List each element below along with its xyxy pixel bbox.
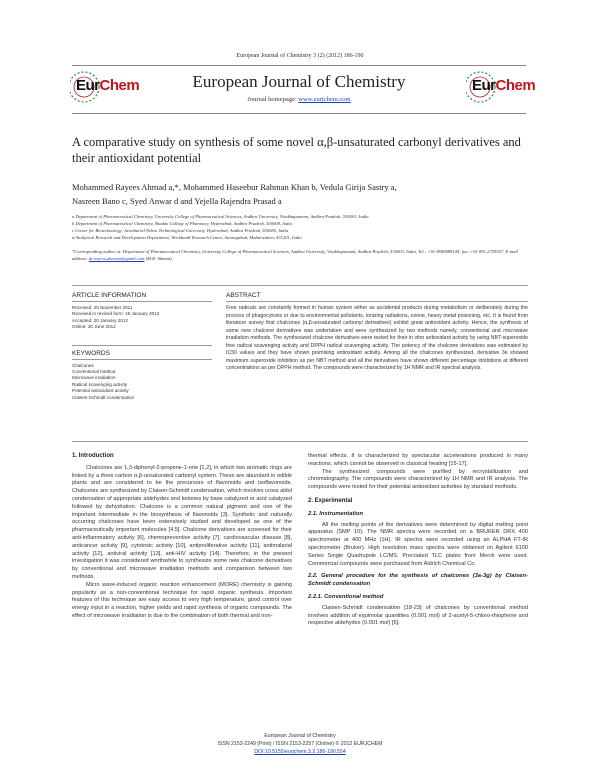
abstract <box>226 292 528 373</box>
paragraph: Claisen-Schmidt condensation [18-23] of chalcones by conventional method involves addition of equimolar quantities (0.001 mol) of 2-acetyl-5-chloro-thiophene and respective aldehydes (0.001 mol) [5]. <box>308 604 528 627</box>
authors-line: Nasreen Bano c, Syed Anwar d and Yejella Rajendra Prasad a <box>72 196 282 206</box>
corresponding-author-note: *Corresponding author at: Department of Pharmaceutical Chemistry, University College of Pharmaceutical Sciences, Andhra University, Visakhapatnam, Andhra Pradesh, 530003, India. Tel.: +91.9849489144; fax: +91.891.2755547. E-mail address: dr.rayees.pharma@gmail.com (M.R. Ahmad). <box>72 249 518 261</box>
footer-issn: ISSN 2153-2249 (Print) / ISSN 2153-2257 (Online) © 2012 EURJCHEM <box>217 740 383 747</box>
keyword: Chalcones <box>72 362 94 368</box>
subsection-heading: 2.2. General procedure for the synthesis of chalcones (3a-3g) by Claisen-Schmidt condensation <box>308 573 528 588</box>
keywords-list <box>72 363 212 401</box>
divider <box>226 301 528 302</box>
divider <box>72 345 212 346</box>
keyword: Potential antioxidant activity <box>72 388 129 394</box>
journal-title: European Journal of Chemistry <box>192 72 406 91</box>
paragraph: Chalcones are 1,3-diphenyl-2-propene-1-one [1,2], in which two aromatic rings are linked by a three carbon α,β-unsaturated carbonyl system. These are abundant in edible plants and are considered to be the precursors of flavonoids and isoflavonoids. Chalcones are synthesized by Claisen-Schmidt condensation, which involves cross aldol condensation of appropriate aldehydes and ketones by base catalyzed or acid catalyzed followed by dehydration. Chalcone is a common natural pigment and one of the important intermediate in the biosynthesis of flavonoids [3]. Synthetic and naturally occurring chalcones have been extensively studied and developed as one of the pharmaceutically important molecules [4,5]. Chalcone derivatives are screened for their anti-inflammatory activity [6], chemopreventive activity [7], cardiovascular disease [8], anticancer activity [9], cytotoxic activity [10], antiproliferative activity [11], antimalarial activity [12], antiviral activity [13], anti-HIV activity [14]. Therefore, in the present investigation it was considered worthwhile to synthesize some new chalcone derivatives by conventional and microwave irradiation methods and comparison between two methods. <box>72 464 292 580</box>
eurjchem-logo-right: EurChem <box>466 68 528 106</box>
footer-journal: European Journal of Chemistry <box>264 733 336 739</box>
keyword: Radical scavenging activity <box>72 381 128 387</box>
history-entry: Accepted: 20 January 2012 <box>72 317 128 323</box>
running-head: European Journal of Chemistry 3 (2) (2012) 186-190 <box>236 53 364 59</box>
abstract-heading: ABSTRACT <box>226 292 261 299</box>
section-heading: 2. Experimental <box>308 497 353 504</box>
affiliations <box>72 213 532 241</box>
affiliation: b Department of Pharmaceutical Chemistry, Shadan College of Pharmacy, Hyderabad, Andhra Pradesh, 500008, India <box>72 221 292 226</box>
page-footer <box>0 733 600 756</box>
affiliation: c Center for Biotechnology, Jawaharlal Nehru Technological University, Hyderabad, Andhra Pradesh, 500085, India <box>72 228 289 233</box>
article-history <box>72 305 212 331</box>
keyword: Claisen-Schmidt condensation <box>72 394 135 400</box>
doi-link[interactable]: DOI:10.5155/eurjchem.3.2.186-190.554 <box>254 748 346 755</box>
body-column-right <box>308 453 528 628</box>
affiliation: a Department of Pharmaceutical Chemistry, University College of Pharmaceutical Sciences, Andhra University, Visakhapatnam, Andhra Pradesh, 530003, India <box>72 214 369 219</box>
history-entry: Received: 25 November 2011 <box>72 305 133 310</box>
article-title: A comparative study on synthesis of some novel α,β-unsaturated carbonyl derivatives and their antioxidant potential <box>72 135 521 165</box>
abstract-text: Free radicals are constantly formed in human system either as accidental products during metabolism or deliberately during the process of phagocytosis or due to environmental pollutants, ionizing radiations, ozone, heavy metal poisoning, etc. It is found from literature survey that chalcones (α,β-unsaturated carbonyl derivatives) exhibit great antioxidant activity. Hence, the synthesis of some new chalcone derivatives was undertaken and were synthesized by two methods namely, conventional and microwave irradiation methods. The synthesized chalcone derivatives were tested for their in vitro antioxidant activity by using NBT-superoxide free radical scavenging activity and DPPH radical scavenging activity. The potency of the chalcone derivatives was estimated by IC50 values and they have shown promising antioxidant activity. Among all the chalcones synthesized, derivative 3e showed maximum superoxide inhibition as per NBT method and all the derivatives have shown different percentage inhibitions at different concentrations as per DPPH method. The compounds were characterized by 1H NMR and IR spectral analysis. <box>226 305 528 372</box>
divider <box>72 441 528 442</box>
paragraph: All the melting points of the derivatives were determined by digital melting point apparatus (SMP 10). The NMR spectra were recorded on a BRUKER DRX 400 spectrometer at 400 MHz (1H). IR spectra were recorded using an ALPHA FT-IR spectrometer (Bruker). High resolution mass spectra were obtained on Agilent 6100 Series Single Quadrupole LC/MS. Precoated TLC plates from Merck were used. Commercial compounds were purchased from Aldrich Chemical Co. <box>308 521 528 567</box>
subsection-heading: 2.1. Instrumentation <box>308 510 364 517</box>
keyword: Microwave irradiation <box>72 375 116 381</box>
divider <box>72 285 528 286</box>
journal-homepage-link[interactable]: www.eurjchem.com <box>298 96 351 103</box>
eurjchem-logo-left: EurChem <box>70 68 132 106</box>
journal-homepage: Journal homepage: www.eurjchem.com <box>247 96 351 103</box>
history-entry: Received in revised form: 19 January 2012 <box>72 311 160 317</box>
affiliation: d Analytical Research and Development Department, Wockhardt Research Center, Aurangabad, Maharashtra, 431201, India <box>72 235 302 240</box>
keyword: Conventional method <box>72 369 116 375</box>
article-information <box>72 292 212 401</box>
history-entry: Online: 30 June 2012 <box>72 324 116 330</box>
paragraph: Micro wave-induced organic reaction enhancement (MORE) chemistry is gaining popularity as a non-conventional technique for rapid organic synthesis. Important features of this technique are easy access to very high temperature, good control over energy input in a reaction, higher yields and rapid synthesis of organic compounds. The effect of microwave irradiation is due to the combination of both thermal and non- <box>72 581 292 619</box>
article-info-heading: ARTICLE INFORMATION <box>72 292 147 299</box>
paragraph: thermal effects. It is characterized by spectacular accelerations produced in many reactions, which cannot be observed in classical heating [15-17]. <box>308 453 528 467</box>
corresponding-email-link[interactable]: dr.rayees.pharma@gmail.com <box>88 256 145 261</box>
journal-masthead <box>72 65 536 114</box>
section-heading: 1. Introduction <box>72 453 114 459</box>
paragraph: The synthesized compounds were purified by recrystallization and chromatography. The compounds were characterized by 1H NMR and IR analysis. The compounds were tested for their potential antioxidant activities by standard methods. <box>308 468 528 491</box>
author-list <box>72 180 532 208</box>
body-column-left <box>72 453 292 621</box>
subsection-heading: 2.2.1. Conventional method <box>308 593 384 600</box>
divider <box>72 359 212 360</box>
keywords-heading: KEYWORDS <box>72 349 110 357</box>
divider <box>72 301 212 302</box>
authors-line: Mohammed Rayees Ahmad a,*, Mohammed Haseebur Rahman Khan b, Vedula Girija Sastry a, <box>72 182 397 192</box>
